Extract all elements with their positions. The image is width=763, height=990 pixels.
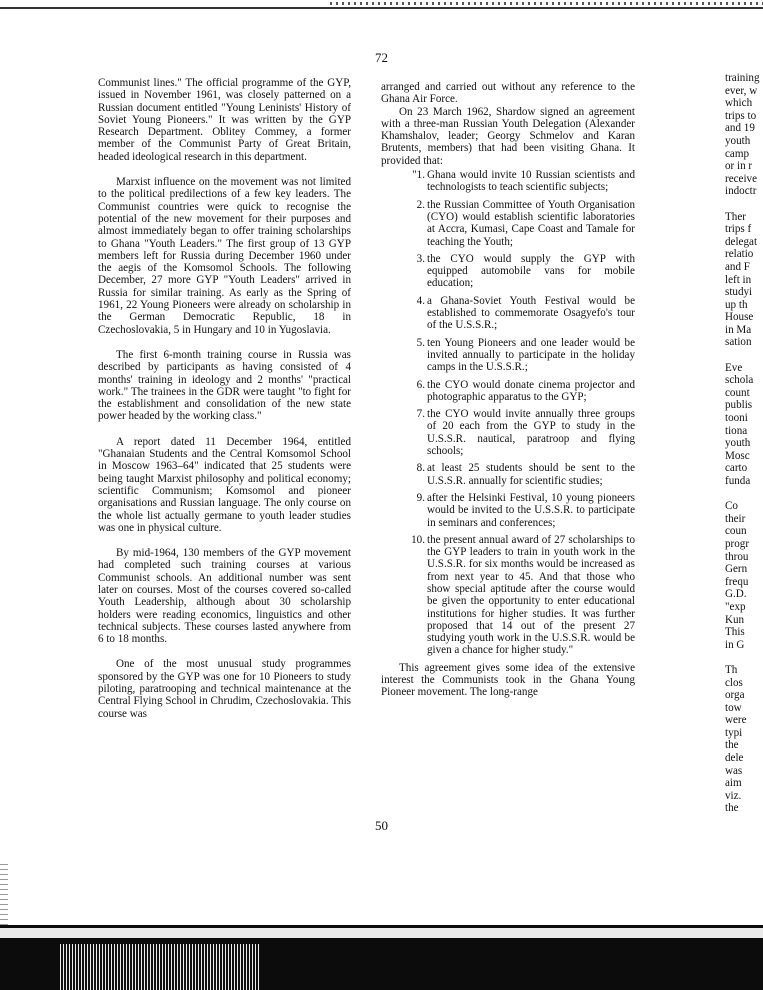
agreement-clause <box>381 534 635 657</box>
cropped-line-fragment: trips f <box>725 223 752 236</box>
cropped-line-fragment: typi <box>725 726 743 739</box>
cropped-line-fragment: Co <box>725 500 738 513</box>
cropped-line-fragment: was <box>725 764 743 777</box>
paragraph: The first 6-month training course in Russia was described by participants as having consisted of 4 months' training in ideology and 2 months' "practical work." The trainees in the GDR were taught "to fight for the establishment and consolidation of the new state power headed by the working class." <box>98 348 351 423</box>
cropped-line-fragment: their <box>725 512 746 525</box>
cropped-line-fragment: and 19 <box>725 122 755 135</box>
agreement-clause <box>381 253 635 290</box>
cropped-line-fragment <box>725 198 763 211</box>
paragraph: This agreement gives some idea of the extensive interest the Communists took in the Ghana Young Pioneer movement. The long-range <box>381 661 635 699</box>
paragraph: By mid-1964, 130 members of the GYP movement had completed such training courses at various Communist schools. An additional number was sent later on courses. Most of the courses covered so-called Youth Leadership, although about 30 scholarship holders were reading economics, linguistics and other technical subjects. These courses lasted anywhere from 6 to 18 months. <box>98 547 351 646</box>
scan-top-perforation <box>330 2 763 5</box>
paragraph: arranged and carried out without any reference to the Ghana Air Force. <box>381 81 635 106</box>
clause-text: the CYO would invite annually three groups of 20 each from the GYP to study in the U.S.S.R. nautical, paratroop and flying schools; <box>427 408 635 458</box>
agreement-clause <box>381 199 635 248</box>
cropped-line-fragment: schola <box>725 374 754 387</box>
cropped-line-fragment: the <box>725 802 739 815</box>
cropped-line-fragment: dele <box>725 752 744 765</box>
agreement-clause-list <box>381 169 635 657</box>
cropped-line-fragment: left in <box>725 273 752 286</box>
clause-number: 2. <box>416 198 425 211</box>
cropped-line-fragment: funda <box>725 475 751 487</box>
scan-gutter-noise <box>0 860 8 930</box>
agreement-clause <box>381 379 635 404</box>
cropped-line-fragment: Ther <box>725 210 746 223</box>
cropped-line-fragment: Kun <box>725 613 745 626</box>
agreement-clause <box>381 169 635 194</box>
cropped-line-fragment <box>725 349 763 362</box>
clause-text: a Ghana-Soviet Youth Festival would be established to commemorate Osagyefo's tour of the U.S.S.R.; <box>427 294 635 332</box>
cropped-line-fragment <box>725 651 763 664</box>
cropped-line-fragment: youth <box>725 134 751 147</box>
cropped-line-fragment: tow <box>725 701 742 714</box>
middle-column <box>381 81 635 699</box>
cropped-line-fragment: sation <box>725 336 752 349</box>
agreement-clause <box>381 337 635 374</box>
cropped-line-fragment: or in r <box>725 160 753 173</box>
clause-text: the CYO would supply the GYP with equipped automobile vans for mobile education; <box>427 252 635 290</box>
cropped-line-fragment: trips to <box>725 109 757 122</box>
clause-number: 6. <box>416 378 425 391</box>
clause-number: 9. <box>416 491 425 504</box>
clause-text: the present annual award of 27 scholarships to the GYP leaders to train in youth work in the U.S.S.R. for six months would be increased as from next year to 45. And that those who show special aptitude after the course would be given the opportunity to enter educational institutions for higher studies. It was further proposed that 14 out of the present 27 studying youth work in the U.S.S.R. would be given a chance for higher study." <box>427 533 635 657</box>
cropped-line-fragment: progr <box>725 537 750 550</box>
cropped-line-fragment: orga <box>725 689 745 702</box>
cropped-line-fragment: carto <box>725 462 748 475</box>
clause-text: after the Helsinki Festival, 10 young pioneers would be invited to the U.S.S.R. to participate in seminars and conferences; <box>427 491 635 529</box>
agreement-clause <box>381 462 635 487</box>
clause-text: ten Young Pioneers and one leader would be invited annually to participate in the holiday camps in the U.S.S.R.; <box>427 336 635 374</box>
scan-barcode-artifact <box>60 944 260 990</box>
right-column-cropped <box>725 72 763 815</box>
cropped-line-fragment: frequ <box>725 575 749 588</box>
cropped-line-fragment: Eve <box>725 361 743 374</box>
cropped-line-fragment: training <box>725 72 760 84</box>
clause-number: 4. <box>416 294 425 307</box>
cropped-line-fragment: tooni <box>725 412 748 425</box>
cropped-line-fragment: camp <box>725 147 750 160</box>
cropped-line-fragment: ever, w <box>725 84 758 97</box>
cropped-line-fragment: G.D. <box>725 588 747 601</box>
paragraph: Marxist influence on the movement was not limited to the political predilections of a few key leaders. The Communist countries were quick to recognise the potential of the new movement for their purposes and almost immediately began to offer training scholarships to Ghana "Youth Leaders." The first group of 13 GYP members left for Russia during December 1960 under the aegis of the Komsomol Schools. The following December, 27 more GYP "Youth Leaders" arrived in Russia for similar training. As early as the Spring of 1961, 22 Young Pioneers were already on scholarship in the German Democratic Republic, 18 in Czechoslovakia, 5 in Hungary and 10 in Yugoslavia. <box>98 176 351 336</box>
cropped-line-fragment: delegat <box>725 235 758 248</box>
running-page-number: 72 <box>375 50 388 65</box>
paragraph: A report dated 11 December 1964, entitled "Ghanaian Students and the Central Komsomol School in Moscow 1963–64" indicated that 25 students were being taught Marxist philosophy and political economy; scientific Communism; Komsomol and pioneer organisations and Russian language. The only course on the whole list actually germane to youth leader studies was one in physical culture. <box>98 435 351 534</box>
clause-number: 10. <box>411 533 425 546</box>
clause-text: the Russian Committee of Youth Organisation (CYO) would establish scientific laboratories at Accra, Kumasi, Cape Coast and Tamale for teaching the Youth; <box>427 198 635 248</box>
cropped-line-fragment: relatio <box>725 248 754 261</box>
cropped-line-fragment: Th <box>725 663 738 676</box>
clause-number: 5. <box>416 336 425 349</box>
cropped-line-fragment: clos <box>725 676 743 689</box>
agreement-clause <box>381 492 635 529</box>
cropped-line-fragment: coun <box>725 525 747 538</box>
folio-page-number: 50 <box>375 818 388 833</box>
paragraph: Communist lines." The official programme of the GYP, issued in November 1961, was closely patterned on a Russian document entitled "Young Leninists' History of Soviet Young Pioneers." It was written by the GYP Research Department. Oblitey Commey, a former member of the Communist Party of Great Britain, headed ideological research in this department. <box>98 77 351 163</box>
paragraph: One of the most unusual study programmes sponsored by the GYP was one for 10 Pioneers to study piloting, paratrooping and technical maintenance at the Central Flying School in Chrudim, Czechoslovakia. This course was <box>98 658 351 720</box>
cropped-line-fragment: in G <box>725 638 745 651</box>
cropped-line-fragment: viz. <box>725 789 742 802</box>
cropped-line-fragment: count <box>725 386 750 399</box>
cropped-line-fragment: and F <box>725 260 750 273</box>
cropped-line-fragment: indoctr <box>725 185 757 198</box>
cropped-line-fragment: "exp <box>725 600 746 613</box>
clause-number: "1. <box>412 169 425 182</box>
cropped-line-fragment: were <box>725 714 747 727</box>
clause-number: 8. <box>416 462 425 475</box>
paragraph: On 23 March 1962, Shardow signed an agreement with a three-man Russian Youth Delegation (Alexander Khamshalov, leader; Georgy Schmelov and Karan Brutents, members) that had been visiting Ghana. It provided that: <box>381 105 635 167</box>
clause-text: at least 25 students should be sent to the U.S.S.R. annually for scientific studies; <box>427 462 635 487</box>
cropped-line-fragment: aim <box>725 777 742 790</box>
cropped-line-fragment: studyi <box>725 286 753 299</box>
agreement-clause <box>381 408 635 457</box>
cropped-line-fragment: youth <box>725 437 751 450</box>
agreement-clause <box>381 295 635 332</box>
scan-bottom-strip <box>0 928 763 938</box>
cropped-line-fragment: the <box>725 739 739 752</box>
cropped-line-fragment <box>725 488 763 501</box>
cropped-line-fragment: Mosc <box>725 449 750 462</box>
cropped-line-fragment: Gern <box>725 563 748 576</box>
cropped-line-fragment: tiona <box>725 424 748 437</box>
clause-number: 3. <box>416 252 425 265</box>
cropped-line-fragment: publis <box>725 399 753 412</box>
cropped-line-fragment: up th <box>725 298 748 311</box>
cropped-line-fragment: This <box>725 626 745 639</box>
cropped-line-fragment: receive <box>725 172 758 185</box>
clause-text: Ghana would invite 10 Russian scientists and technologists to teach scientific subjects; <box>427 169 635 194</box>
scan-top-rule <box>0 7 763 9</box>
cropped-line-fragment: in Ma <box>725 323 752 336</box>
cropped-line-fragment: which <box>725 97 753 110</box>
left-column <box>98 77 351 720</box>
clause-text: the CYO would donate cinema projector and photographic apparatus to the GYP; <box>427 378 635 403</box>
cropped-line-fragment: throu <box>725 550 749 563</box>
clause-number: 7. <box>416 408 425 421</box>
cropped-line-fragment: House <box>725 311 754 324</box>
